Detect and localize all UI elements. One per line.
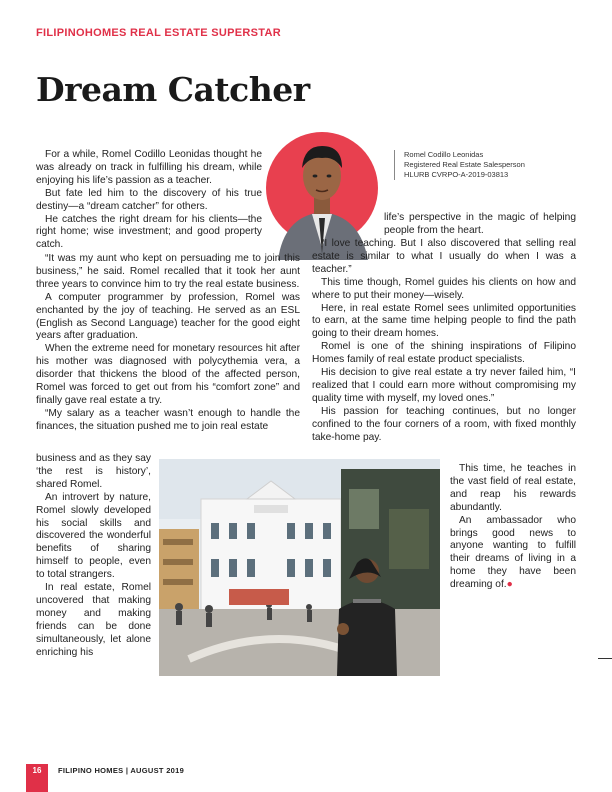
author-name: Romel Codillo Leonidas <box>404 150 484 159</box>
paragraph: “My salary as a teacher wasn’t enough to handle the finances, the situation pushed me to join real estate <box>36 407 300 432</box>
article-photo <box>159 459 440 676</box>
paragraph: An ambassador who brings good news to anyone wanting to fulfill their dreams of living in a home they have been dreaming of.● <box>450 514 576 591</box>
paragraph: In real estate, Romel uncovered that making money and making friends can be done simultaneously, let alone enriching his <box>36 582 151 658</box>
column-2-top <box>384 212 576 238</box>
page-number: 16 <box>26 764 48 792</box>
column-1-middle <box>36 253 300 434</box>
page-rule <box>598 658 612 659</box>
author-byline <box>394 150 525 180</box>
paragraph: He catches the right dream for his clients—the right home; wise investment; and good property catch. <box>36 213 262 251</box>
paragraph: life’s perspective in the magic of helping people from the heart. <box>384 212 576 236</box>
paragraph: For a while, Romel Codillo Leonidas thought he was already on track in fulfilling his dream, while enjoying his life’s passion as a teacher. <box>36 149 262 186</box>
paragraph: His passion for teaching continues, but no longer confined to the four corners of a room, with fixed monthly take-home pay. <box>312 405 576 443</box>
paragraph: This time, he teaches in the vast field of real estate, and reap his rewards abundantly. <box>450 463 576 513</box>
paragraph: His decision to give real estate a try never failed him, “I realized that I could earn more without compromising my quality time with myself, my loved ones.” <box>312 367 576 404</box>
paragraph: When the extreme need for monetary resources hit after his mother was diagnosed with polycythemia vera, a disorder that thickens the blood of the affected person, Romel was forced to get out from his “comfort zone” and finally gave real estate a try. <box>36 343 300 406</box>
footer-publication: FILIPINO HOMES | AUGUST 2019 <box>58 766 185 775</box>
location-pin-icon: ● <box>506 579 513 591</box>
quote: “I love teaching. But I also discovered that selling real estate is similar to what I usually do when I was a teacher.” <box>312 238 576 275</box>
section-kicker: FILIPINOHOMES REAL ESTATE SUPERSTAR <box>36 27 281 39</box>
paragraph: An introvert by nature, Romel slowly developed his social skills and discovered the wonderful benefits of sharing himself to people, even to total strangers. <box>36 491 151 581</box>
paragraph: business and as they say ‘the rest is history’, shared Romel. <box>36 453 151 490</box>
paragraph: Romel is one of the shining inspirations of Filipino Homes family of real estate product specialists. <box>312 341 576 366</box>
paragraph: “It was my aunt who kept on persuading me to join this business,” he said. Romel recalled that it took her aunt three years to convince him to try the real estate business. <box>36 253 300 290</box>
column-1-narrow <box>36 453 151 660</box>
author-license: HLURB CVRPO-A-2019-03813 <box>404 170 509 179</box>
paragraph: A computer programmer by profession, Romel was enchanted by the joy of teaching. He served as an ESL (English as Second Language) teacher for the good eight years after graduation. <box>36 291 300 342</box>
paragraph: This time though, Romel guides his clients on how and where to put their money—wisely. <box>312 276 576 301</box>
paragraph: Here, in real estate Romel sees unlimited opportunities to earn, at the same time helping people to find the path going to their dream homes. <box>312 302 576 340</box>
column-2-narrow <box>450 463 576 592</box>
author-role: Registered Real Estate Salesperson <box>404 160 525 169</box>
column-1-top <box>36 149 262 252</box>
paragraph: But fate led him to the discovery of his true destiny—a “dream catcher” for others. <box>36 187 262 212</box>
column-2-main <box>312 238 576 445</box>
article-title: Dream Catcher <box>36 70 310 109</box>
